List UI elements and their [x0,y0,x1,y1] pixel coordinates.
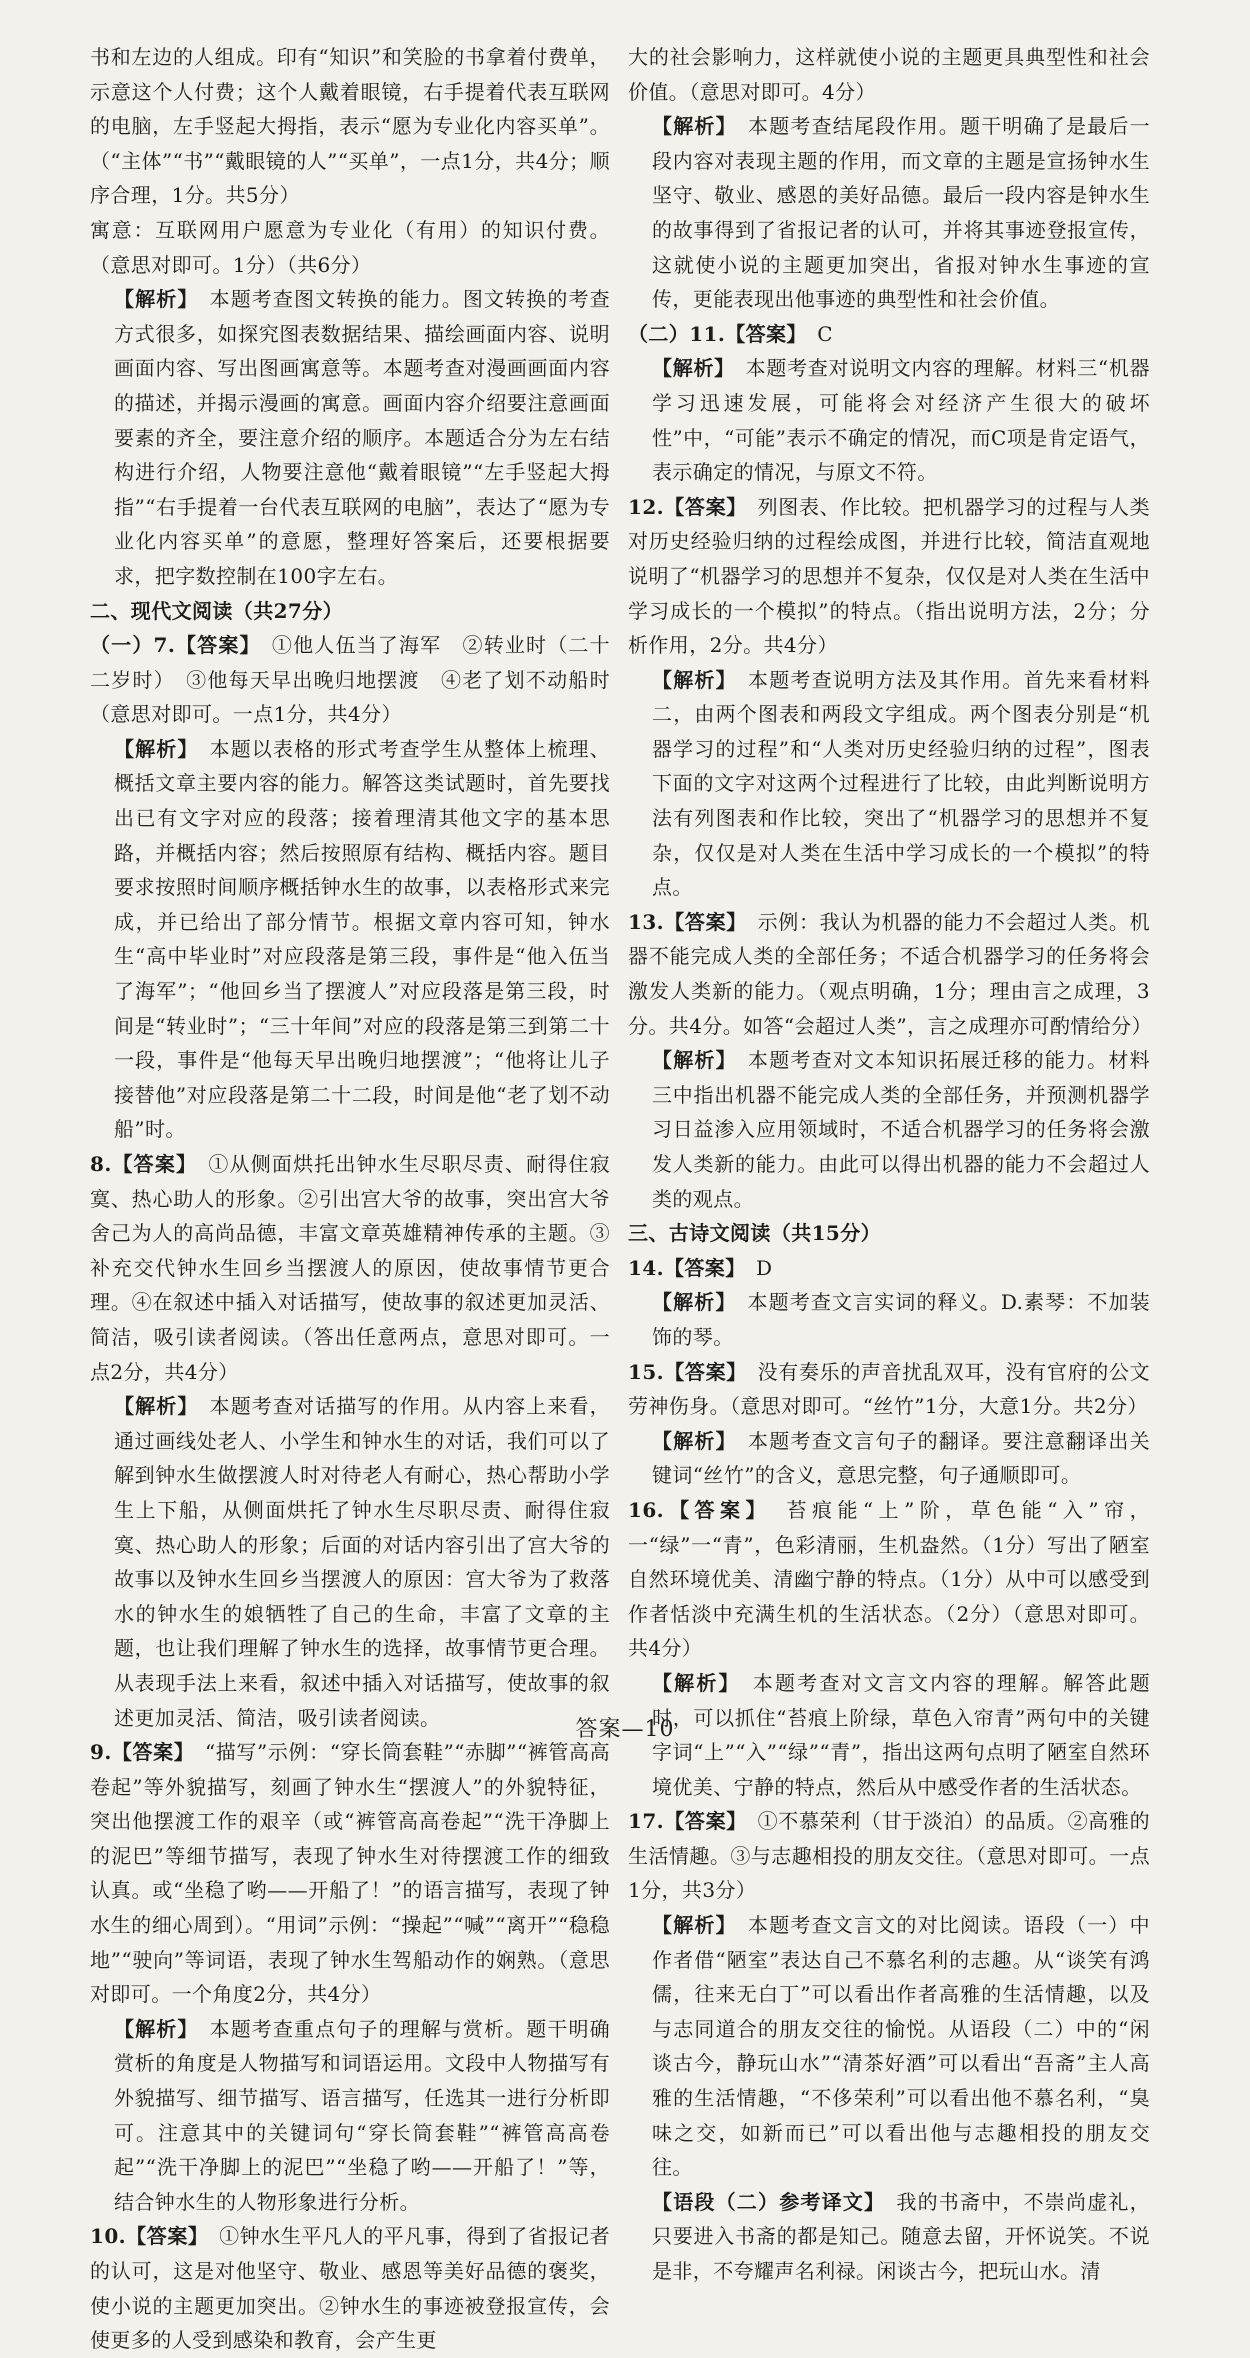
analysis-q11 [628,351,1150,489]
page-number: 答案—10 [575,1717,675,1742]
answer-tag: 12.【答案】 [628,494,737,519]
answer-q12 [628,490,1150,663]
analysis-q14 [628,1285,1150,1354]
left-column [90,40,610,2358]
analysis-tag: 【解析】 [652,1913,727,1938]
analysis-tag: 【解析】 [114,1394,189,1419]
answer-tag: 16.【答案】 [628,1497,761,1522]
answer-text: ①他人伍当了海军 ②转业时（二十二岁时） ③他每天早出晚归地摆渡 ④老了划不动船时（意思对即可。一点1分，共4分） [90,633,610,727]
answer-text: 苔痕能“上”阶，草色能“入”帘，一“绿”一“青”，色彩清丽，生机盎然。（1分）写出了陋室自然环境优美、清幽宁静的特点。（1分）从中可以感受到作者恬淡中充满生机的生活状态。（2分）（意思对即可。共4分） [628,1497,1150,1661]
analysis-q13 [628,1043,1150,1216]
answer-q7 [90,628,610,732]
analysis-q8 [90,1389,610,1735]
answer-text: ①从侧面烘托出钟水生尽职尽责、耐得住寂寞、热心助人的形象。②引出宫大爷的故事，突出宫大爷舍己为人的高尚品德，丰富文章英雄精神传承的主题。③补充交代钟水生回乡当摆渡人的原因，使故事情节更合理。④在叙述中插入对话描写，使故事的叙述更加灵活、简洁，吸引读者阅读。（答出任意两点，意思对即可。一点2分，共4分） [90,1152,611,1384]
answer-q16 [628,1493,1150,1666]
translation-tag: 【语段（二）参考译文】 [652,2189,876,2214]
analysis-text: 本题考查图文转换的能力。图文转换的考查方式很多，如探究图表数据结果、描绘画面内容、说明画面内容、写出图画寓意等。本题考查对漫画画面内容的描述，并揭示漫画的寓意。画面内容介绍要注意画面要素的齐全，要注意介绍的顺序。本题适合分为左右结构进行介绍，人物要注意他“戴着眼镜”“左手竖起大拇指”“右手提着一台代表互联网的电脑”，表达了“愿为专业化内容买单”的意愿，整理好答案后，还要根据要求，把字数控制在100字左右。 [114,287,610,588]
analysis-text: 本题考查说明方法及其作用。首先来看材料二，由两个图表和两段文字组成。两个图表分别是“机器学习的过程”和“人类对历史经验归纳的过程”，图表下面的文字对这两个过程进行了比较，由此判断说明方法有列图表和作比较，突出了“机器学习的思想并不复杂，仅仅是对人类在生活中学习成长的一个模拟”的特点。 [652,667,1150,900]
analysis-q7 [90,732,610,1147]
answer-q10 [90,2219,610,2357]
answer-tag: 9.【答案】 [90,1740,185,1765]
right-column [628,40,1150,2289]
analysis-text: 本题考查文言句子的翻译。要注意翻译出关键词“丝竹”的含义，意思完整，句子通顺即可。 [652,1428,1150,1488]
answer-tag: 13.【答案】 [628,909,737,934]
analysis-tag: 【解析】 [114,2016,189,2041]
answer-q10-continued: 大的社会影响力，这样就使小说的主题更具典型性和社会价值。（意思对即可。4分） [628,45,1150,104]
answer-tag: （一）7.【答案】 [90,633,251,658]
answer-tag: （二）11.【答案】 [628,321,797,346]
answer-tag: 14.【答案】 [628,1255,736,1280]
analysis-tag: 【解析】 [652,1048,727,1073]
answer-text: 示例：我认为机器的能力不会超过人类。机器不能完成人类的全部任务；不适合机器学习的任务将会激发人类新的能力。（观点明确，1分；理由言之成理，3分。共4分。如答“会超过人类”，言之成理亦可酌情给分） [628,909,1152,1038]
answer-q13 [628,905,1150,1043]
answer-text: “描写”示例：“穿长筒套鞋”“赤脚”“裤管高高卷起”等外貌描写，刻画了钟水生“摆渡人”的外貌特征，突出他摆渡工作的艰辛（或“裤管高高卷起”“洗干净脚上的泥巴”等细节描写，表现了钟水生对待摆渡工作的细致认真。或“坐稳了哟——开船了！”的语言描写，表现了钟水生的细心周到）。“用词”示例：“操起”“喊”“离开”“稳稳地”“驶向”等词语，表现了钟水生驾船动作的娴熟。（意思对即可。一个角度2分，共4分） [90,1740,610,2007]
answer-tag: 8.【答案】 [90,1152,188,1176]
analysis-text: 本题考查文言文的对比阅读。语段（一）中作者借“陋室”表达自己不慕名利的志趣。从“谈笑有鸿儒，往来无白丁”可以看出作者高雅的生活情趣，以及与志同道合的朋友交往的愉悦。从语段（二）中的“闲谈古今，静玩山水”“清茶好酒”可以看出“吾斋”主人高雅的生活情趣，“不侈荣利”可以看出他不慕名利，“臭味之交，如新而已”可以看出他与志趣相投的朋友交往。 [652,1913,1150,2180]
analysis-tag: 【解析】 [652,1428,727,1453]
answer-text: ①钟水生平凡人的平凡事，得到了省报记者的认可，这是对他坚守、敬业、感恩等美好品德的褒奖，使小说的主题更加突出。②钟水生的事迹被登报宣传，会使更多的人受到感染和教育，会产生更 [90,2224,610,2353]
answer-q9 [90,1735,610,2012]
analysis-text: 本题考查对文言文内容的理解。解答此题时，可以抓住“苔痕上阶绿，草色入帘青”两句中的关键字词“上”“入”“绿”“青”，指出这两句点明了陋室自然环境优美、宁静的特点，然后从中感受作者的生活状态。 [652,1670,1150,1799]
analysis-text: 本题考查对文本知识拓展迁移的能力。材料三中指出机器不能完成人类的全部任务，并预测机器学习日益渗入应用领域时，不适合机器学习的任务将会激发人类新的能力。由此可以得出机器的能力不会超过人类的观点。 [652,1048,1150,1211]
analysis-tag: 【解析】 [652,114,727,139]
analysis-text: 本题考查文言实词的释义。D.素琴：不加装饰的琴。 [652,1290,1150,1349]
answer-q11 [628,317,1150,352]
answer-text: D [756,1255,773,1280]
meaning-answer: 寓意：互联网用户愿意为专业化（有用）的知识付费。（意思对即可。1分）（共6分） [90,217,610,277]
answer-tag: 15.【答案】 [628,1359,737,1384]
analysis-text: 本题考查重点句子的理解与赏析。题干明确赏析的角度是人物描写和词语运用。文段中人物描写有外貌描写、细节描写、语言描写，任选其一进行分析即可。注意其中的关键词句“穿长筒套鞋”“裤管高高卷起”“洗干净脚上的泥巴”“坐稳了哟——开船了！”等，结合钟水生的人物形象进行分析。 [114,2016,610,2214]
analysis-text: 本题考查对说明文内容的理解。材料三“机器学习迅速发展，可能将会对经济产生很大的破坏性”中，“可能”表示不确定的情况，而C项是肯定语气，表示确定的情况，与原文不符。 [652,356,1151,485]
answer-text: 列图表、作比较。把机器学习的过程与人类对历史经验归纳的过程绘成图，并进行比较，简洁直观地说明了“机器学习的思想并不复杂，仅仅是对人类在生活中学习成长的一个模拟”的特点。（指出说明方法，2分；分析作用，2分。共4分） [628,494,1150,658]
analysis-tag: 【解析】 [652,356,725,381]
translation-text: 我的书斋中，不崇尚虚礼，只要进入书斋的都是知己。随意去留，开怀说笑。不说是非，不夸耀声名利禄。闲谈古今，把玩山水。清 [652,2189,1150,2283]
reference-translation [628,2185,1150,2289]
analysis-tag: 【解析】 [652,1290,727,1315]
analysis-q12 [628,663,1150,905]
analysis-q9 [90,2012,610,2220]
analysis-text: 本题以表格的形式考查学生从整体上梳理、概括文章主要内容的能力。解答这类试题时，首先要找出已有文字对应的段落；接着理清其他文字的基本思路，并概括内容；然后按照原有结构、概括内容。题目要求按照时间顺序概括钟水生的故事，以表格形式来完成，并已给出了部分情节。根据文章内容可知，钟水生“高中毕业时”对应段落是第三段，事件是“他入伍当了海军”；“他回乡当了摆渡人”对应段落是第三段，时间是“转业时”；“三十年间”对应的段落是第三到第二十一段，事件是“他每天早出晚归地摆渡”；“他将让儿子接替他”对应段落是第二十二段，时间是他“老了划不动船”时。 [114,736,610,1142]
answer-q14 [628,1251,1150,1286]
answer-q17 [628,1804,1150,1908]
section-heading-classical-reading: 三、古诗文阅读（共15分） [628,1221,882,1246]
section-heading-modern-reading: 二、现代文阅读（共27分） [90,598,344,623]
answer-tag: 10.【答案】 [90,2224,199,2249]
answer-text: 没有奏乐的声音扰乱双耳，没有官府的公文劳神伤身。（意思对即可。“丝竹”1分，大意1分。共2分） [628,1359,1150,1419]
analysis-q6 [90,282,610,593]
analysis-q17 [628,1908,1150,2185]
answer-q8 [90,1147,610,1389]
continued-answer: 书和左边的人组成。印有“知识”和笑脸的书拿着付费单，示意这个人付费；这个人戴着眼镜，右手提着代表互联网的电脑，左手竖起大拇指，表示“愿为专业化内容买单”。（“主体”“书”“戴眼镜的人”“买单”，一点1分，共4分；顺序合理，1分。共5分） [90,45,610,208]
analysis-tag: 【解析】 [114,287,189,312]
analysis-tag: 【解析】 [114,736,189,761]
answer-tag: 17.【答案】 [628,1809,737,1834]
answer-text: ①不慕荣利（甘于淡泊）的品质。②高雅的生活情趣。③与志趣相投的朋友交往。（意思对即可。一点1分，共3分） [628,1809,1150,1903]
analysis-tag: 【解析】 [652,1670,731,1695]
analysis-text: 本题考查对话描写的作用。从内容上来看，通过画线处老人、小学生和钟水生的对话，我们可以了解到钟水生做摆渡人时对待老人有耐心，热心帮助小学生上下船，从侧面烘托了钟水生尽职尽责、耐得住寂寞、热心助人的形象；后面的对话内容引出了宫大爷的故事以及钟水生回乡当摆渡人的原因：宫大爷为了救落水的钟水生的娘牺牲了自己的生命，丰富了文章的主题，也让我们理解了钟水生的选择，故事情节更合理。从表现手法上来看，叙述中插入对话描写，使故事的叙述更加灵活、简洁，吸引读者阅读。 [114,1394,610,1730]
answer-q15 [628,1355,1150,1424]
analysis-text: 本题考查结尾段作用。题干明确了是最后一段内容对表现主题的作用，而文章的主题是宣扬钟水生坚守、敬业、感恩的美好品德。最后一段内容是钟水生的故事得到了省报记者的认可，并将其事迹登报宣传，这就使小说的主题更加突出，省报对钟水生事迹的宣传，更能表现出他事迹的典型性和社会价值。 [652,114,1150,312]
analysis-q10 [628,109,1150,317]
analysis-q15 [628,1424,1150,1493]
answer-text: C [817,321,833,346]
analysis-tag: 【解析】 [652,667,727,692]
